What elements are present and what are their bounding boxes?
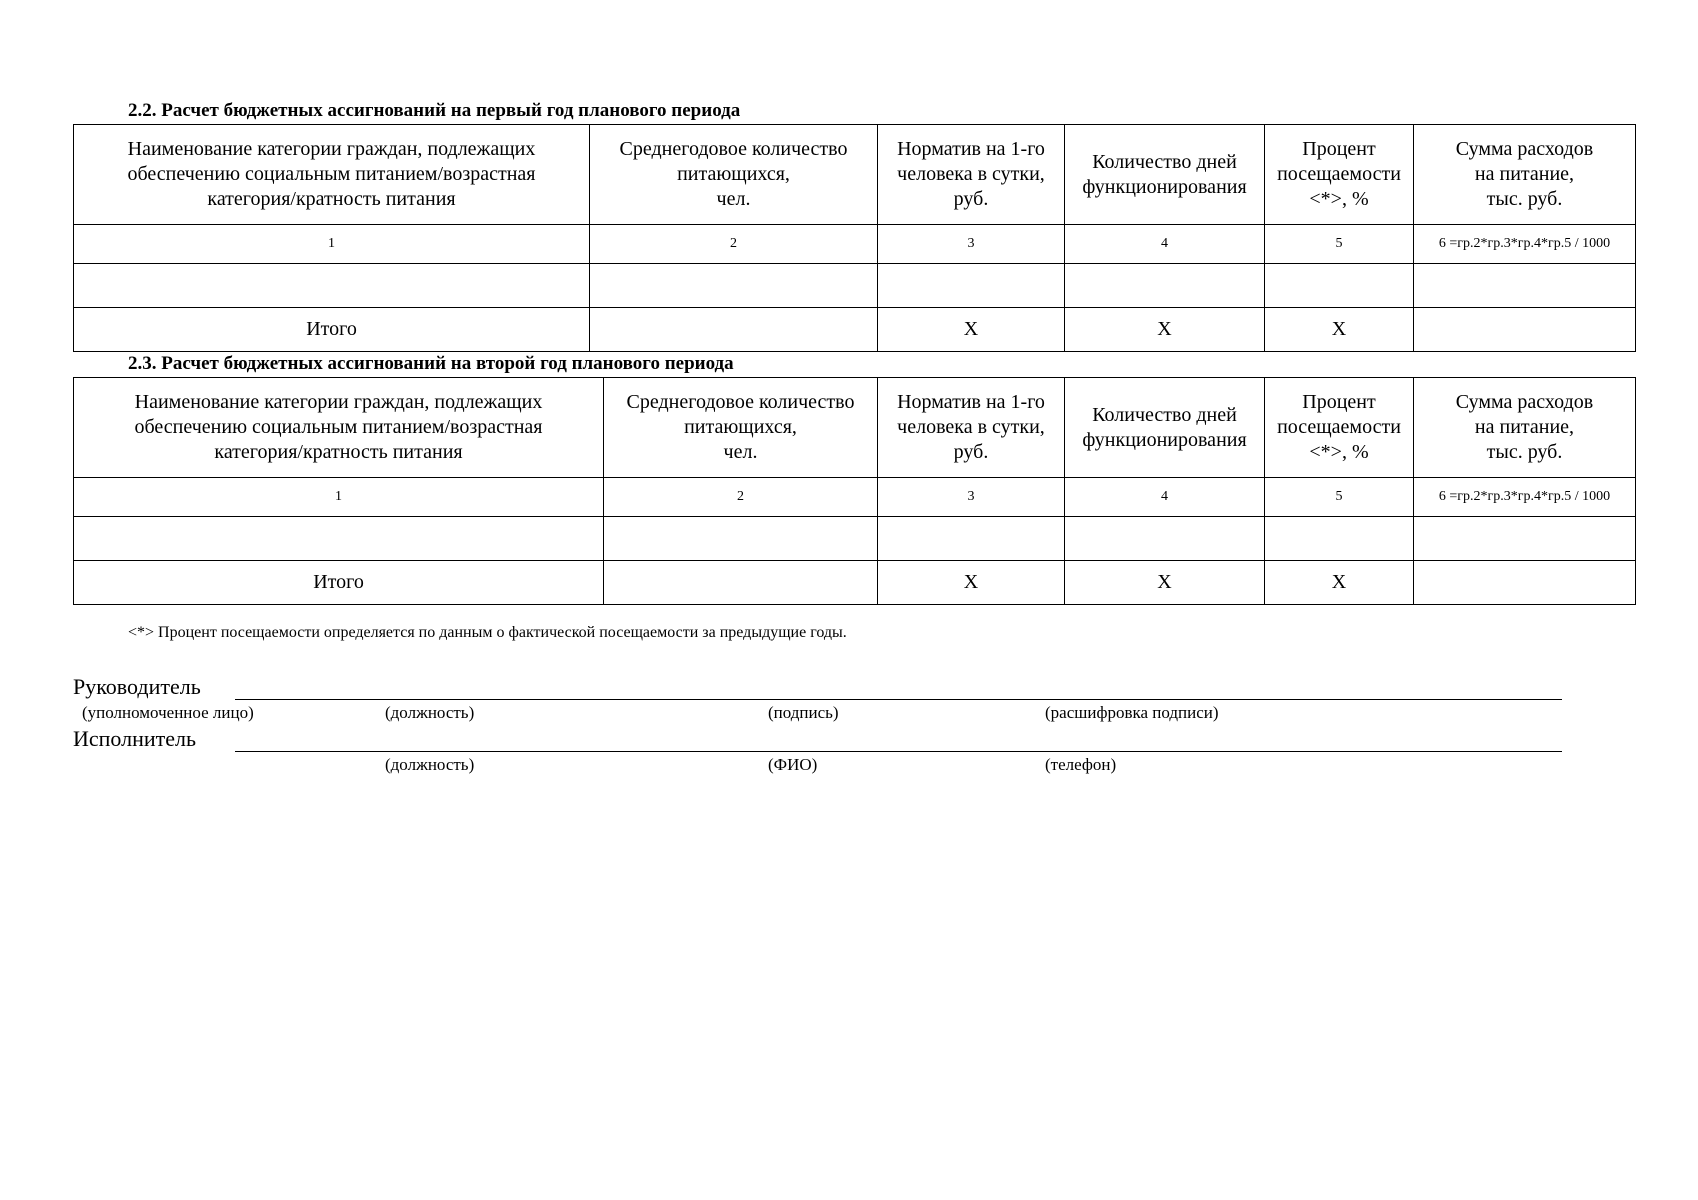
data-cell[interactable]: [1265, 517, 1414, 561]
data-cell[interactable]: [1414, 264, 1636, 308]
table-row: [74, 517, 1636, 561]
data-cell[interactable]: [604, 517, 878, 561]
executor-position-caption: (должность): [385, 755, 475, 774]
total-cell[interactable]: [604, 561, 878, 605]
header-days: Количество дней функционирования: [1065, 378, 1265, 478]
table-total-row: [74, 561, 1636, 605]
executor-phone-caption: (телефон): [1045, 755, 1117, 774]
col-number: 3: [878, 478, 1065, 517]
data-cell[interactable]: [878, 264, 1065, 308]
total-cell: X: [878, 561, 1065, 605]
table-header-row: [74, 378, 1636, 478]
total-cell: X: [1065, 561, 1265, 605]
total-cell[interactable]: [1414, 308, 1636, 352]
header-attendance: Процент посещаемости <*>, %: [1265, 125, 1414, 225]
header-category: Наименование категории граждан, подлежащих обеспечению социальным питанием/возрастная категория/кратность питания: [74, 125, 590, 225]
head-signature-caption: (подпись): [768, 703, 839, 722]
header-norm: Норматив на 1-го человека в сутки, руб.: [878, 378, 1065, 478]
head-position-caption: (должность): [385, 703, 475, 722]
total-cell: X: [1265, 308, 1414, 352]
data-cell[interactable]: [74, 517, 604, 561]
data-cell[interactable]: [1065, 264, 1265, 308]
header-norm: Норматив на 1-го человека в сутки, руб.: [878, 125, 1065, 225]
col-number-formula: 6 =гр.2*гр.3*гр.4*гр.5 / 1000: [1414, 225, 1636, 264]
header-total-cost: Сумма расходов на питание, тыс. руб.: [1414, 125, 1636, 225]
table-number-row: [74, 225, 1636, 264]
table-number-row: [74, 478, 1636, 517]
head-signature-line[interactable]: [235, 699, 1562, 700]
total-cell[interactable]: [590, 308, 878, 352]
col-number: 3: [878, 225, 1065, 264]
total-cell: X: [1265, 561, 1414, 605]
head-decoding-caption: (расшифровка подписи): [1045, 703, 1219, 722]
header-total-cost: Сумма расходов на питание, тыс. руб.: [1414, 378, 1636, 478]
data-cell[interactable]: [878, 517, 1065, 561]
header-days: Количество дней функционирования: [1065, 125, 1265, 225]
footnote: <*> Процент посещаемости определяется по данным о фактической посещаемости за предыдущие годы.: [128, 624, 847, 641]
col-number: 4: [1065, 478, 1265, 517]
data-cell[interactable]: [1265, 264, 1414, 308]
budget-table-second-year: [73, 377, 1636, 605]
data-cell[interactable]: [74, 264, 590, 308]
section-title-second-year: 2.3. Расчет бюджетных ассигнований на второй год планового периода: [128, 353, 734, 374]
header-category: Наименование категории граждан, подлежащих обеспечению социальным питанием/возрастная категория/кратность питания: [74, 378, 604, 478]
table-header-row: [74, 125, 1636, 225]
header-attendance: Процент посещаемости <*>, %: [1265, 378, 1414, 478]
executor-label: Исполнитель: [73, 726, 197, 751]
table-row: [74, 264, 1636, 308]
col-number: 2: [590, 225, 878, 264]
budget-table-first-year: [73, 124, 1636, 352]
col-number: 5: [1265, 478, 1414, 517]
total-cell: X: [878, 308, 1065, 352]
col-number: 4: [1065, 225, 1265, 264]
executor-name-caption: (ФИО): [768, 755, 818, 774]
authorized-person-caption: (уполномоченное лицо): [82, 703, 254, 722]
data-cell[interactable]: [1414, 517, 1636, 561]
total-cell: X: [1065, 308, 1265, 352]
total-label: Итого: [74, 561, 604, 605]
executor-signature-line[interactable]: [235, 751, 1562, 752]
col-number: 1: [74, 225, 590, 264]
header-avg-count: Среднегодовое количество питающихся, чел.: [604, 378, 878, 478]
col-number: 1: [74, 478, 604, 517]
table-total-row: [74, 308, 1636, 352]
col-number: 2: [604, 478, 878, 517]
total-cell[interactable]: [1414, 561, 1636, 605]
data-cell[interactable]: [1065, 517, 1265, 561]
col-number: 5: [1265, 225, 1414, 264]
col-number-formula: 6 =гр.2*гр.3*гр.4*гр.5 / 1000: [1414, 478, 1636, 517]
data-cell[interactable]: [590, 264, 878, 308]
header-avg-count: Среднегодовое количество питающихся, чел.: [590, 125, 878, 225]
total-label: Итого: [74, 308, 590, 352]
section-title-first-year: 2.2. Расчет бюджетных ассигнований на первый год планового периода: [128, 100, 741, 121]
head-label: Руководитель: [73, 674, 201, 699]
